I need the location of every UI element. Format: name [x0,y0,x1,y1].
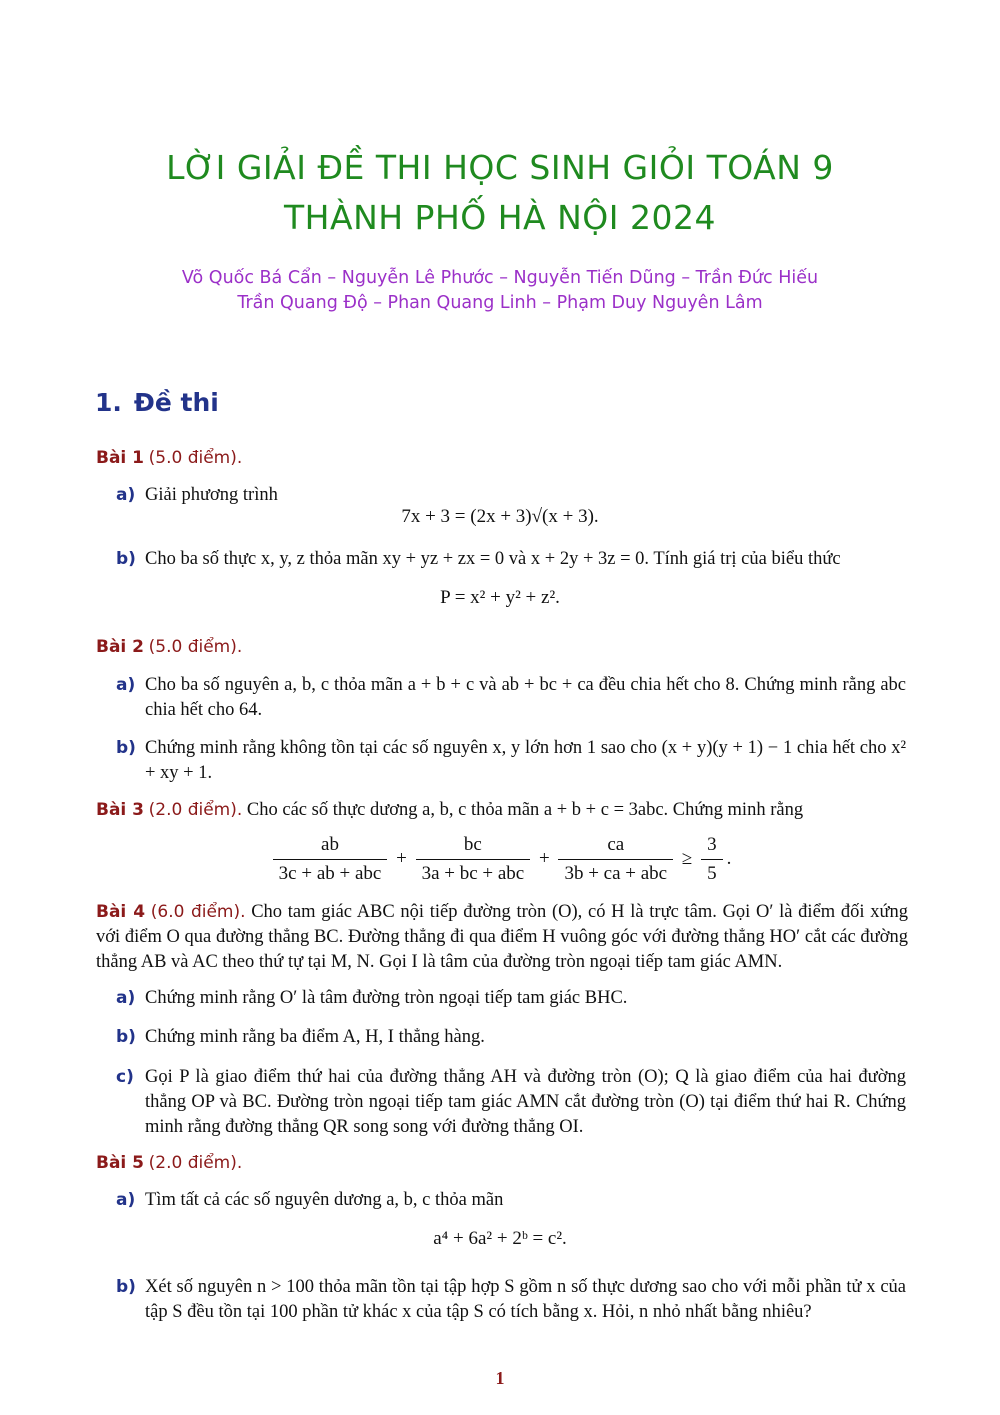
problem-2b [116,736,906,786]
problem-5b [116,1275,906,1325]
fraction-numerator: 3 [701,834,723,860]
problem-4-label: Bài 4 [96,902,146,922]
item-label: b) [116,738,136,758]
fraction-2 [416,834,531,885]
problem-2a [116,673,906,723]
problem-5-points: (2.0 điểm). [148,1153,243,1173]
section-title: Đề thi [133,388,219,417]
fraction-denominator: 5 [707,863,717,884]
item-label: c) [116,1067,134,1087]
problem-4-text: Cho tam giác ABC nội tiếp đường tròn (O), có H là trực tâm. Gọi O′ là điểm đối xứng với điểm O qua đường thẳng BC. Đường thẳng đi qua điểm H vuông góc với đường thẳng HO′ cắt các đường thẳng AB và AC theo thứ tự tại M, N. Gọi I là tâm của đường tròn ngoại tiếp tam giác AMN. [96,902,908,972]
problem-1a [116,483,906,508]
item-label: a) [116,485,136,505]
document-title-line1: LỜI GIẢI ĐỀ THI HỌC SINH GIỎI TOÁN 9 [166,148,834,187]
problem-5a [116,1188,906,1213]
problem-2-label: Bài 2 [96,637,145,657]
item-text: Cho ba số thực x, y, z thỏa mãn xy + yz + zx = 0 và x + 2y + 3z = 0. Tính giá trị của biểu thức [145,549,841,569]
item-label: a) [116,675,136,695]
fraction-rhs [701,834,723,885]
fraction-numerator: bc [416,834,531,860]
problem-2-points: (5.0 điểm). [148,637,243,657]
problem-5-label: Bài 5 [96,1153,145,1173]
problem-1-header [96,446,908,471]
inequality-3 [0,834,1000,885]
problem-3-points: (2.0 điểm). [148,800,243,820]
item-label: a) [116,1190,136,1210]
problem-4 [96,900,908,975]
section-heading [95,388,219,417]
authors-line2: Trần Quang Độ – Phan Quang Linh – Phạm Duy Nguyên Lâm [237,293,763,313]
problem-3-text: Cho các số thực dương a, b, c thỏa mãn a + b + c = 3abc. Chứng minh rằng [246,800,804,820]
problem-1-label: Bài 1 [96,448,145,468]
problem-3-label: Bài 3 [96,800,145,820]
item-label: b) [116,1027,136,1047]
problem-3 [96,798,908,823]
fraction-denominator: 3a + bc + abc [421,863,525,884]
page-number: 1 [495,1368,505,1388]
item-text: Tìm tất cả các số nguyên dương a, b, c thỏa mãn [145,1190,504,1210]
fraction-numerator: ca [558,834,673,860]
problem-4b [116,1025,906,1050]
item-label: b) [116,549,136,569]
item-text: Xét số nguyên n > 100 thỏa mãn tồn tại tập hợp S gồm n số thực dương sao cho với mỗi phần tử x của tập S đều tồn tại 100 phần tử khác x của tập S có tích bằng x. Hỏi, n nhỏ nhất bằng nhiêu? [145,1277,906,1322]
problem-2-header [96,635,908,660]
document-title-line2: THÀNH PHỐ HÀ NỘI 2024 [284,198,716,237]
problem-4c [116,1065,906,1140]
equation-5a: a⁴ + 6a² + 2ᵇ = c². [433,1228,567,1249]
plus-sign: + [396,847,407,869]
fraction-denominator: 3b + ca + abc [564,863,668,884]
item-label: a) [116,988,136,1008]
section-number: 1. [95,388,122,417]
item-text: Giải phương trình [145,485,278,505]
geq-sign: ≥ [681,847,693,869]
fraction-denominator: 3c + ab + abc [278,863,382,884]
problem-1b [116,547,906,572]
problem-1-points: (5.0 điểm). [148,448,243,468]
authors-line1: Võ Quốc Bá Cẩn – Nguyễn Lê Phước – Nguyễn Tiến Dũng – Trần Đức Hiếu [181,268,819,288]
fraction-numerator: ab [273,834,388,860]
fraction-1 [273,834,388,885]
item-text: Gọi P là giao điểm thứ hai của đường thẳng AH và đường tròn (O); Q là giao điểm của hai đường thẳng OP và BC. Đường tròn ngoại tiếp tam giác AMN cắt đường tròn (O) tại điểm thứ hai R. Chứng minh rằng đường thẳng QR song song với đường thẳng OI. [145,1067,906,1137]
item-text: Chứng minh rằng O′ là tâm đường tròn ngoại tiếp tam giác BHC. [145,988,628,1008]
problem-5-header [96,1151,908,1176]
item-label: b) [116,1277,136,1297]
plus-sign: + [538,847,550,869]
period: . [726,847,732,869]
problem-4a [116,986,906,1011]
equation-1a: 7x + 3 = (2x + 3)√(x + 3). [401,506,599,527]
equation-1b: P = x² + y² + z². [440,587,560,608]
item-text: Chứng minh rằng không tồn tại các số nguyên x, y lớn hơn 1 sao cho (x + y)(y + 1) − 1 chia hết cho x² + xy + 1. [145,738,906,783]
item-text: Cho ba số nguyên a, b, c thỏa mãn a + b + c và ab + bc + ca đều chia hết cho 8. Chứng minh rằng abc chia hết cho 64. [145,675,906,720]
item-text: Chứng minh rằng ba điểm A, H, I thẳng hàng. [145,1027,485,1047]
problem-4-points: (6.0 điểm). [150,902,246,922]
fraction-3 [558,834,673,885]
